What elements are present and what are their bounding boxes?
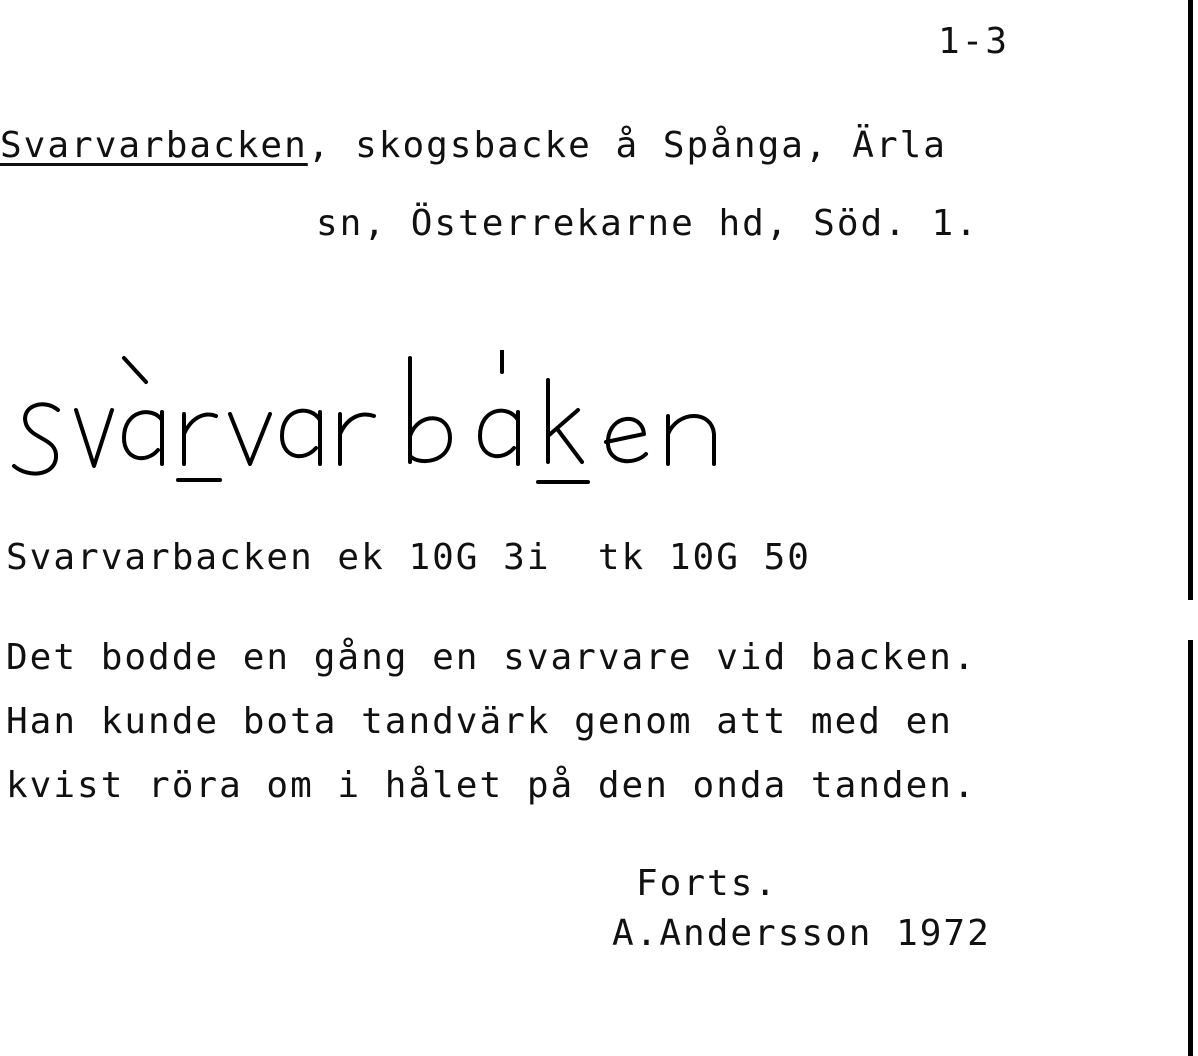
page-number: 1-3 (938, 21, 1010, 62)
map-reference: Svarvarbacken ek 10G 3i tk 10G 50 (6, 537, 811, 578)
handwritten-pronunciation (6, 350, 746, 500)
story-line: Det bodde en gång en svarvare vid backen. (6, 637, 977, 678)
story-line: Han kunde bota tandvärk genom att med en (6, 701, 953, 742)
headline (0, 125, 947, 166)
headline-description: , skogsbacke å Spånga, Ärla (307, 125, 947, 166)
story-line: kvist röra om i hålet på den onda tanden. (6, 765, 977, 806)
signature: A.Andersson 1972 (612, 913, 991, 954)
story-text (6, 637, 977, 832)
place-name: Svarvarbacken (0, 125, 308, 166)
pronunciation-text: svàrvarbåken (6, 350, 14, 351)
card-edge-gap (1188, 600, 1193, 640)
continued-note: Forts. (636, 863, 779, 904)
card-edge-line (1188, 0, 1193, 1056)
location-line: sn, Österrekarne hd, Söd. 1. (316, 203, 979, 244)
